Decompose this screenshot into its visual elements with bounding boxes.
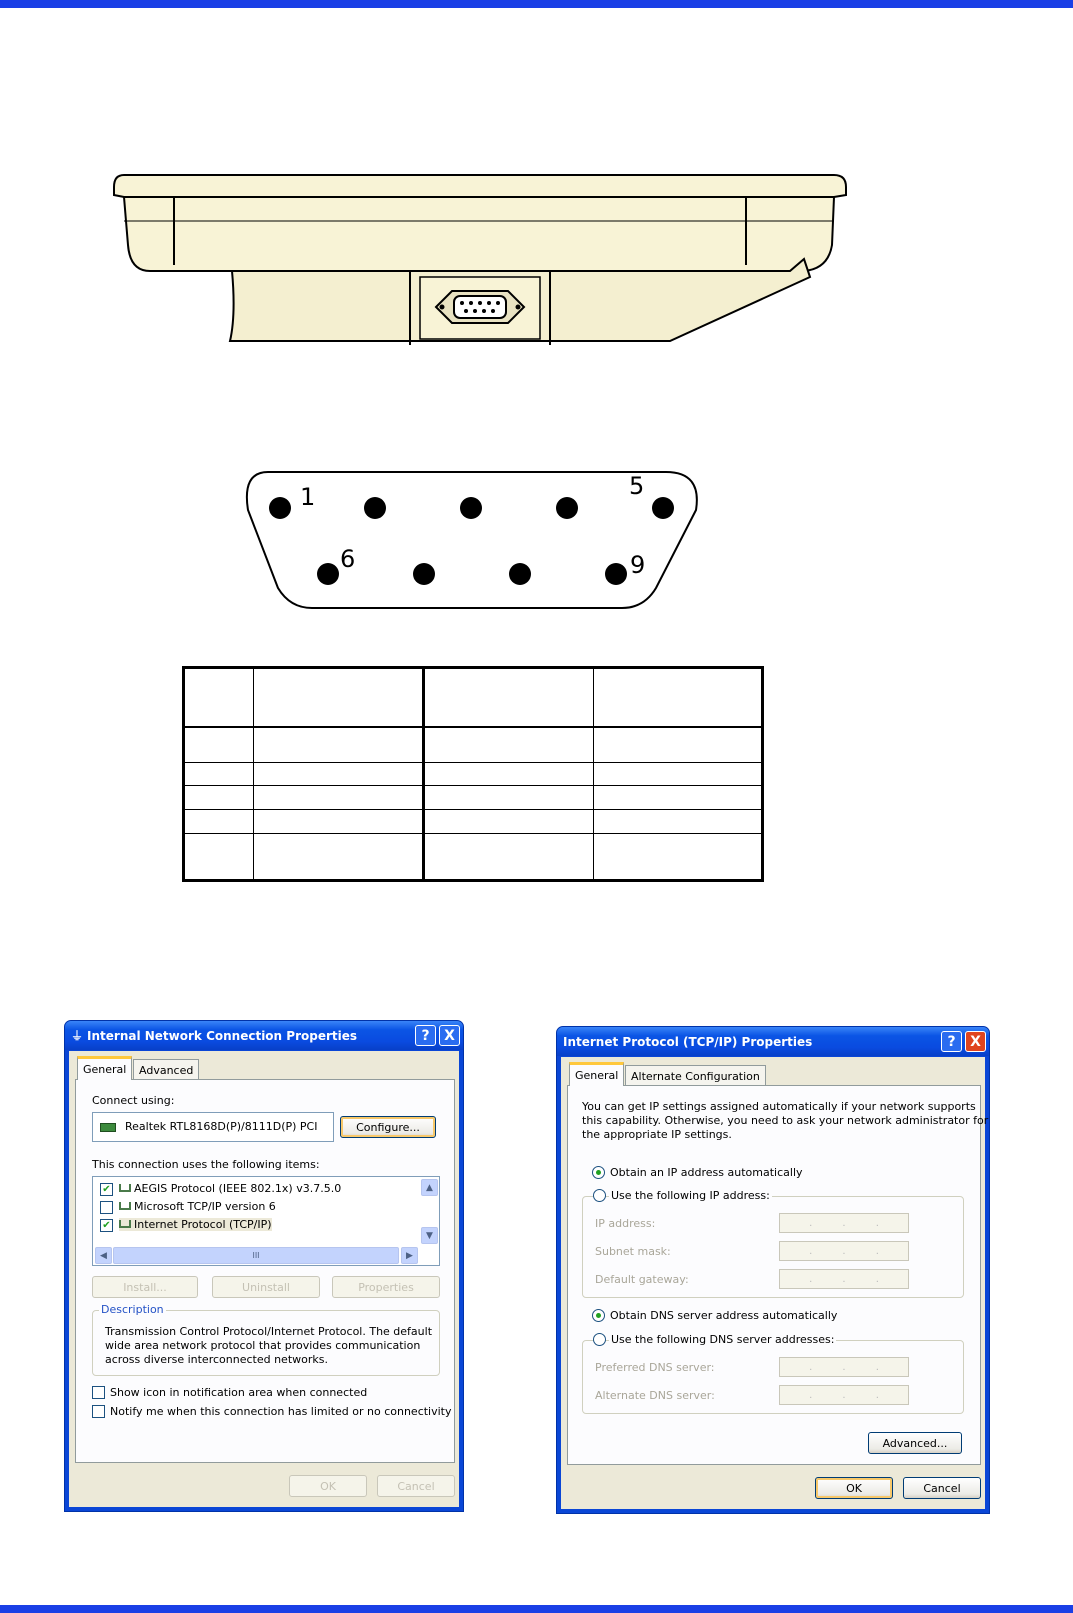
table-row — [184, 833, 763, 880]
horizontal-scroll-thumb[interactable]: III — [113, 1247, 399, 1264]
device-side-view-drawing — [110, 165, 870, 365]
description-label: Description — [101, 1303, 164, 1316]
title-bar — [557, 1027, 989, 1056]
use-dns-label: Use the following DNS server addresses: — [611, 1333, 835, 1346]
client-area — [69, 1051, 459, 1507]
adapter-card-icon — [100, 1123, 116, 1132]
connect-using-label: Connect using: — [92, 1094, 175, 1107]
ip-settings-group — [582, 1189, 964, 1298]
network-connection-properties-dialog — [64, 1020, 464, 1512]
dns-settings-group — [582, 1333, 964, 1414]
close-button[interactable]: X — [439, 1025, 460, 1046]
intro-line: You can get IP settings assigned automatically if your network supports — [582, 1100, 976, 1113]
scroll-up-button[interactable]: ▲ — [421, 1179, 438, 1196]
use-dns-radio[interactable] — [593, 1333, 606, 1346]
components-list[interactable] — [92, 1176, 440, 1266]
table-row — [184, 786, 763, 810]
ip-address-field[interactable]: . . . — [779, 1213, 909, 1233]
help-button[interactable]: ? — [415, 1025, 436, 1046]
show-icon-label: Show icon in notification area when connected — [110, 1386, 368, 1399]
table-row — [184, 809, 763, 833]
ok-button[interactable]: OK — [815, 1477, 893, 1499]
item-checkbox[interactable] — [100, 1201, 113, 1214]
item-checkbox[interactable]: ✔ — [100, 1219, 113, 1232]
description-line: across diverse interconnected networks. — [105, 1353, 328, 1366]
scroll-left-button[interactable]: ◀ — [95, 1247, 112, 1264]
protocol-icon — [119, 1202, 131, 1210]
pin-label-5: 5 — [629, 472, 645, 500]
ip-address-label: IP address: — [595, 1217, 656, 1230]
show-icon-checkbox[interactable] — [92, 1386, 105, 1399]
tab-alternate-configuration[interactable]: Alternate Configuration — [625, 1065, 766, 1086]
table-row — [184, 727, 763, 763]
configure-button[interactable]: Configure... — [340, 1116, 436, 1138]
pin-assignment-table — [182, 666, 764, 882]
preferred-dns-label: Preferred DNS server: — [595, 1361, 715, 1374]
dialog-title: Internal Network Connection Properties — [87, 1028, 358, 1043]
intro-line: this capability. Otherwise, you need to ask your network administrator for — [582, 1114, 989, 1127]
scroll-right-button[interactable]: ▶ — [401, 1247, 418, 1264]
client-area — [561, 1057, 989, 1509]
obtain-ip-label: Obtain an IP address automatically — [610, 1166, 803, 1179]
description-line: Transmission Control Protocol/Internet Protocol. The default — [105, 1325, 433, 1338]
ok-button[interactable]: OK — [289, 1475, 367, 1497]
use-ip-label: Use the following IP address: — [611, 1189, 770, 1202]
protocol-icon — [119, 1184, 131, 1192]
tab-general[interactable]: General — [569, 1062, 624, 1086]
notify-checkbox[interactable] — [92, 1405, 105, 1418]
tab-advanced[interactable]: Advanced — [133, 1059, 199, 1080]
help-button[interactable]: ? — [941, 1031, 962, 1052]
adapter-field — [92, 1112, 334, 1142]
alternate-dns-field[interactable]: . . . — [779, 1385, 909, 1405]
notify-label: Notify me when this connection has limited or no connectivity — [110, 1405, 452, 1418]
title-bar — [65, 1021, 463, 1050]
bottom-rule — [0, 1605, 1073, 1613]
protocol-icon — [119, 1220, 131, 1228]
properties-button[interactable]: Properties — [332, 1276, 440, 1298]
preferred-dns-field[interactable]: . . . — [779, 1357, 909, 1377]
close-button[interactable]: X — [965, 1031, 986, 1052]
obtain-dns-label: Obtain DNS server address automatically — [610, 1309, 838, 1322]
obtain-dns-radio[interactable] — [592, 1309, 605, 1322]
pin-label-9: 9 — [630, 551, 646, 579]
table-row — [184, 762, 763, 786]
description-line: wide area network protocol that provides communication — [105, 1339, 421, 1352]
list-item[interactable]: Internet Protocol (TCP/IP) — [119, 1218, 272, 1231]
top-rule — [0, 0, 1073, 8]
list-item[interactable]: Microsoft TCP/IP version 6 — [119, 1200, 276, 1213]
advanced-button[interactable]: Advanced... — [868, 1432, 962, 1454]
intro-line: the appropriate IP settings. — [582, 1128, 732, 1141]
alternate-dns-label: Alternate DNS server: — [595, 1389, 715, 1402]
tab-panel — [567, 1085, 989, 1465]
adapter-name: Realtek RTL8168D(P)/8111D(P) PCI — [125, 1120, 318, 1133]
list-item[interactable]: AEGIS Protocol (IEEE 802.1x) v3.7.5.0 — [119, 1182, 341, 1195]
description-group — [92, 1303, 440, 1376]
install-button[interactable]: Install... — [92, 1276, 198, 1298]
subnet-mask-field[interactable]: . . . — [779, 1241, 909, 1261]
tab-general[interactable]: General — [77, 1056, 132, 1080]
network-icon: ⏚ — [71, 1029, 84, 1043]
tcpip-properties-dialog — [556, 1026, 990, 1514]
dialog-title: Internet Protocol (TCP/IP) Properties — [563, 1034, 813, 1049]
table-row — [184, 668, 763, 727]
obtain-ip-radio[interactable] — [592, 1166, 605, 1179]
uninstall-button[interactable]: Uninstall — [212, 1276, 320, 1298]
pin-label-6: 6 — [340, 545, 356, 573]
default-gateway-label: Default gateway: — [595, 1273, 689, 1286]
scroll-down-button[interactable]: ▼ — [421, 1227, 438, 1244]
use-ip-radio[interactable] — [593, 1189, 606, 1202]
item-checkbox[interactable]: ✔ — [100, 1183, 113, 1196]
cancel-button[interactable]: Cancel — [377, 1475, 455, 1497]
cancel-button[interactable]: Cancel — [903, 1477, 981, 1499]
pin-label-1: 1 — [300, 483, 316, 511]
subnet-mask-label: Subnet mask: — [595, 1245, 671, 1258]
default-gateway-field[interactable]: . . . — [779, 1269, 909, 1289]
tab-panel — [75, 1079, 455, 1463]
items-label: This connection uses the following items: — [92, 1158, 320, 1171]
